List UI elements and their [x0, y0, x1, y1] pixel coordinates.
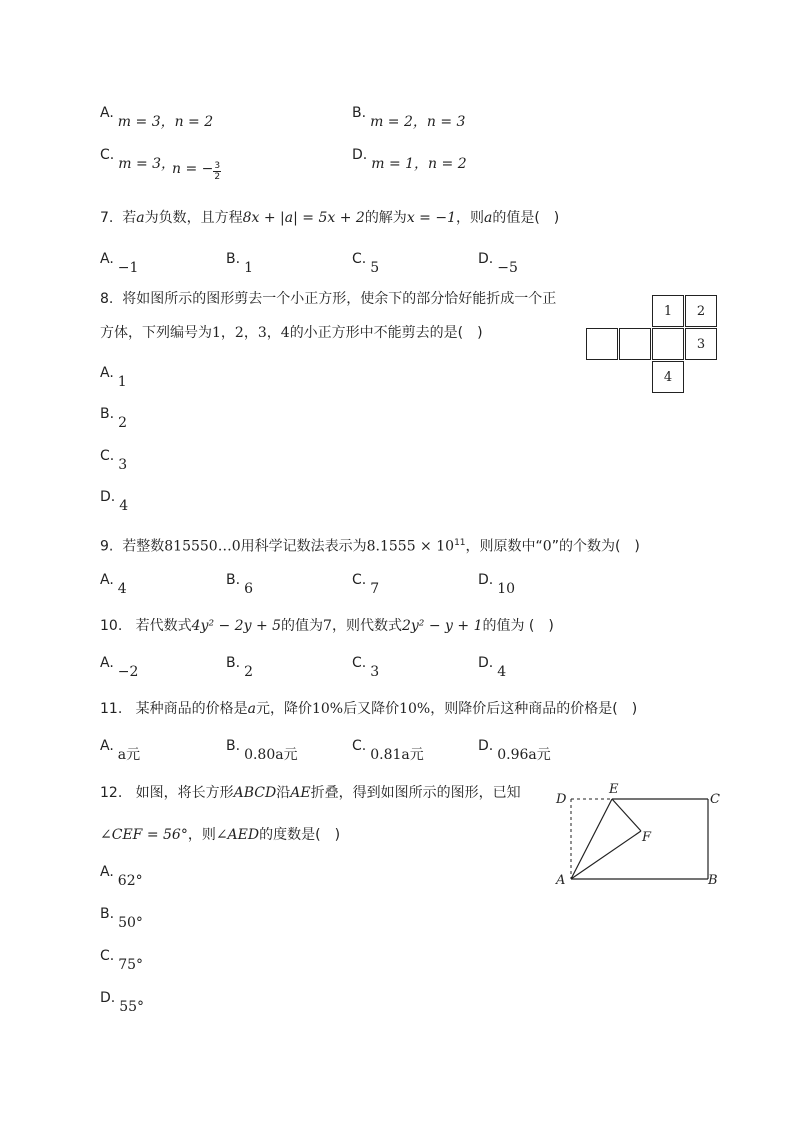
edge-ef [612, 799, 641, 831]
q10-option-d: D.4 [478, 655, 507, 680]
net-square-2: 2 [685, 295, 717, 327]
q11-stem: 11. 某种商品的价格是a元，降价10%后又降价10%，则降价后这种商品的价格是( ) [100, 701, 638, 717]
q12-option-a: A.62° [100, 864, 143, 889]
q7-stem: 7. 若a为负数，且方程8x + |a| = 5x + 2的解为x = −1，则a的值是( ) [100, 210, 560, 226]
label-c: C [710, 792, 720, 807]
q11-option-c: C.0.81a元 [352, 738, 424, 763]
edge-fa [571, 831, 641, 879]
q7-option-c: C.5 [352, 251, 380, 276]
net-square [652, 328, 684, 360]
q9-option-b: B.6 [226, 572, 253, 597]
q12-stem-line1: 12. 如图，将长方形ABCD沿AE折叠，得到如图所示的图形，已知 [100, 785, 521, 801]
label-a: A [556, 873, 566, 888]
q6-option-c: C.m = 3， [100, 147, 176, 172]
q8-option-c: C.3 [100, 448, 128, 473]
q9-option-c: C.7 [352, 572, 380, 597]
q10-option-b: B.2 [226, 655, 253, 680]
net-square-3: 3 [685, 328, 717, 360]
q11-option-d: D.0.96a元 [478, 738, 551, 763]
q6-option-a: A.m = 3，n = 2 [100, 105, 214, 130]
q12-option-c: C.75° [100, 948, 144, 973]
q7-option-a: A.−1 [100, 251, 139, 276]
fold-line-ae [571, 799, 612, 879]
q12-option-b: B.50° [100, 906, 143, 931]
q7-option-d: D.−5 [478, 251, 518, 276]
q11-option-a: A.a元 [100, 738, 141, 763]
net-square-4: 4 [652, 361, 684, 393]
q6-option-d: D.m = 1，n = 2 [352, 147, 467, 172]
net-square [586, 328, 618, 360]
q12-option-d: D.55° [100, 990, 145, 1015]
q7-option-b: B.1 [226, 251, 253, 276]
q8-option-b: B.2 [100, 406, 127, 431]
q8-stem-line2: 方体，下列编号为1，2，3，4的小正方形中不能剪去的是( ) [100, 325, 483, 341]
label-b: B [708, 873, 718, 888]
q6-option-b: B.m = 2，n = 3 [352, 105, 466, 130]
q8-option-d: D.4 [100, 489, 129, 514]
q8-stem-line1: 8. 将如图所示的图形剪去一个小正方形，使余下的部分恰好能折成一个正 [100, 291, 557, 307]
q11-option-b: B.0.80a元 [226, 738, 298, 763]
label-e: E [609, 782, 619, 797]
q9-stem: 9. 若整数815550…0用科学记数法表示为$8.1555 \times 10^{11}$，则原数中“0”的个数为( ) [100, 538, 640, 555]
q10-stem: 10. 若代数式4y² − 2y + 5的值为7，则代数式2y² − y + 1的值为 ( ) [100, 618, 554, 634]
q10-option-a: A.−2 [100, 655, 139, 680]
q8-option-a: A.1 [100, 365, 127, 390]
q9-option-d: D.10 [478, 572, 516, 597]
net-square [619, 328, 651, 360]
q6-option-c-n: n = − $\frac{3}{2}$ [172, 161, 221, 182]
fraction: $\frac{3}{2}$ [214, 161, 221, 182]
cube-net-figure [586, 295, 720, 395]
q12-stem-line2: ∠CEF = 56°，则∠AED的度数是( ) [100, 827, 341, 843]
q9-option-a: A.4 [100, 572, 127, 597]
label-d: D [556, 792, 567, 807]
net-square-1: 1 [652, 295, 684, 327]
folded-rectangle-figure [550, 780, 725, 890]
label-f: F [642, 830, 652, 845]
q10-option-c: C.3 [352, 655, 380, 680]
